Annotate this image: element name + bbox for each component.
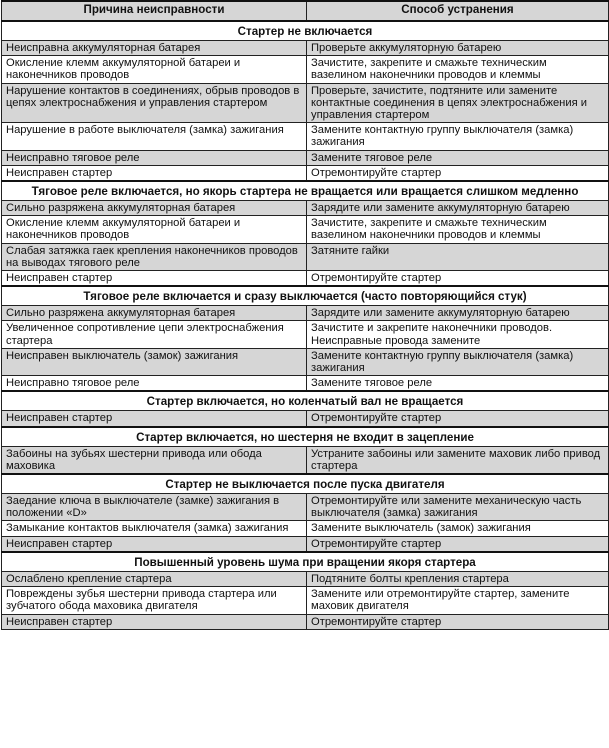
remedy-cell: Затяните гайки [307,243,609,270]
remedy-cell: Проверьте, зачистите, подтяните или замените контактные соединения в цепях электроснабжения и управления стартером [307,83,609,123]
cause-cell: Неисправен стартер [2,165,307,181]
table-row [2,348,609,375]
remedy-cell: Подтяните болты крепления стартера [307,571,609,586]
table-row [2,494,609,521]
cause-cell: Забоины на зубьях шестерни привода или обода маховика [2,446,307,474]
table-header [2,1,609,21]
section-title: Стартер включается, но коленчатый вал не вращается [2,391,609,411]
fault-table [1,0,609,630]
cause-cell: Нарушение контактов в соединениях, обрыв проводов в цепях электроснабжения и управления стартером [2,83,307,123]
table-row [2,41,609,56]
remedy-cell: Замените или отремонтируйте стартер, замените маховик двигателя [307,587,609,614]
header-remedy: Способ устранения [307,1,609,21]
cause-cell: Замыкание контактов выключателя (замка) зажигания [2,521,307,536]
cause-cell: Сильно разряжена аккумуляторная батарея [2,201,307,216]
table-row [2,243,609,270]
table-row [2,411,609,427]
section-title: Стартер включается, но шестерня не входит в зацепление [2,427,609,447]
table-row [2,571,609,586]
table-row [2,306,609,321]
remedy-cell: Зачистите, закрепите и смажьте техническим вазелином наконечники проводов и клеммы [307,56,609,83]
remedy-cell: Отремонтируйте стартер [307,614,609,629]
remedy-cell: Отремонтируйте стартер [307,411,609,427]
remedy-cell: Отремонтируйте стартер [307,536,609,552]
table-row [2,123,609,150]
table-row [2,56,609,83]
cause-cell: Неисправно тяговое реле [2,150,307,165]
remedy-cell: Устраните забоины или замените маховик либо привод стартера [307,446,609,474]
remedy-cell: Зарядите или замените аккумуляторную батарею [307,306,609,321]
section-heading [2,427,609,447]
cause-cell: Слабая затяжка гаек крепления наконечников проводов на выводах тягового реле [2,243,307,270]
section-heading [2,391,609,411]
section-heading [2,474,609,494]
table-row [2,165,609,181]
cause-cell: Неисправен стартер [2,411,307,427]
cause-cell: Нарушение в работе выключателя (замка) зажигания [2,123,307,150]
section-heading [2,21,609,41]
cause-cell: Окисление клемм аккумуляторной батареи и наконечников проводов [2,56,307,83]
table-row [2,446,609,474]
cause-cell: Окисление клемм аккумуляторной батареи и наконечников проводов [2,216,307,243]
remedy-cell: Проверьте аккумуляторную батарею [307,41,609,56]
table-row [2,521,609,536]
section-title: Стартер не включается [2,21,609,41]
cause-cell: Неисправен стартер [2,536,307,552]
section-heading [2,286,609,306]
section-title: Тяговое реле включается и сразу выключается (часто повторяющийся стук) [2,286,609,306]
cause-cell: Сильно разряжена аккумуляторная батарея [2,306,307,321]
table-row [2,376,609,392]
cause-cell: Неисправен стартер [2,614,307,629]
cause-cell: Неисправна аккумуляторная батарея [2,41,307,56]
table-row [2,150,609,165]
remedy-cell: Замените выключатель (замок) зажигания [307,521,609,536]
table-row [2,321,609,348]
header-cause: Причина неисправности [2,1,307,21]
section-heading [2,552,609,572]
remedy-cell: Зачистите и закрепите наконечники проводов. Неисправные провода замените [307,321,609,348]
section-title: Повышенный уровень шума при вращении якоря стартера [2,552,609,572]
section-title: Тяговое реле включается, но якорь стартера не вращается или вращается слишком медленно [2,181,609,201]
table-row [2,83,609,123]
remedy-cell: Зачистите, закрепите и смажьте техническим вазелином наконечники проводов и клеммы [307,216,609,243]
remedy-cell: Замените тяговое реле [307,376,609,392]
table-row [2,271,609,287]
remedy-cell: Отремонтируйте или замените механическую часть выключателя (замка) зажигания [307,494,609,521]
cause-cell: Увеличенное сопротивление цепи электроснабжения стартера [2,321,307,348]
cause-cell: Неисправен выключатель (замок) зажигания [2,348,307,375]
table-body [2,21,609,629]
cause-cell: Ослаблено крепление стартера [2,571,307,586]
cause-cell: Повреждены зубья шестерни привода стартера или зубчатого обода маховика двигателя [2,587,307,614]
table-row [2,587,609,614]
table-row [2,536,609,552]
table-row [2,216,609,243]
remedy-cell: Отремонтируйте стартер [307,271,609,287]
cause-cell: Неисправен стартер [2,271,307,287]
table-row [2,201,609,216]
remedy-cell: Замените контактную группу выключателя (замка) зажигания [307,348,609,375]
section-title: Стартер не выключается после пуска двигателя [2,474,609,494]
section-heading [2,181,609,201]
remedy-cell: Зарядите или замените аккумуляторную батарею [307,201,609,216]
cause-cell: Неисправно тяговое реле [2,376,307,392]
remedy-cell: Замените контактную группу выключателя (замка) зажигания [307,123,609,150]
table-row [2,614,609,629]
cause-cell: Заедание ключа в выключателе (замке) зажигания в положении «D» [2,494,307,521]
remedy-cell: Замените тяговое реле [307,150,609,165]
remedy-cell: Отремонтируйте стартер [307,165,609,181]
